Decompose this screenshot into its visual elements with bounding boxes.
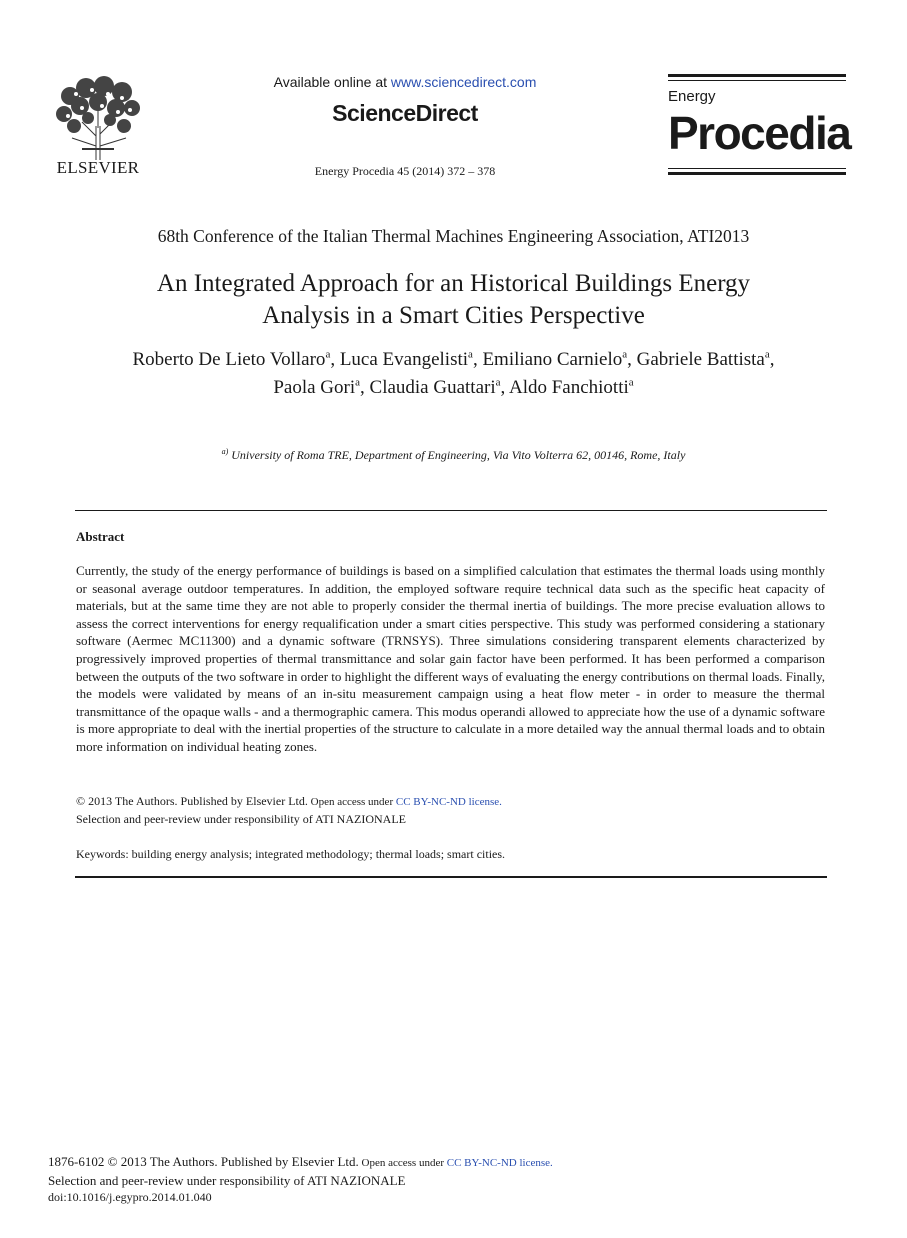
logo-rule-top-thick — [668, 74, 846, 77]
logo-energy-text: Energy — [668, 88, 716, 105]
logo-rule-bottom-thin — [668, 168, 846, 169]
abstract-body: Currently, the study of the energy performance of buildings is based on a simplified calculation that estimates the thermal loads using monthly or seasonal average outdoor temperatures. In addition, the employed software require technical data such as the specific heat capacity of materials, but at the same time they are not able to properly consider the thermal inertia of buildings. The more precise evaluation allows to assess the correct interventions for energy requalification under a smart cities perspective. This study was performed considering a stationary software (Aermec MC11300) and a dynamic software (TRNSYS). Three simulations considering transparent elements characterized by progressively improved properties of thermal transmittance and solar gain factor have been performed. It has been performed a comparison between the outputs of the two software in order to highlight the different ways of evaluating the energy contributions on thermal loads. Finally, the models were validated by means of an in-situ measurement campaign using a heat flow meter - in order to measure the thermal transmittance of the opaque walls - and a thermographic camera. This modus operandi allowed to appreciate how the use of a dynamic software is more appropriate to deal with the inertial properties of the structure to calculate in a more detailed way the annual thermal loads and to obtain more information on individual heating zones. — [76, 563, 825, 754]
author-line-2: Paola Gori$^a$, Claudia Guattari$^a$, Aldo Fanchiotti$^a$ — [273, 376, 634, 398]
author-affiliation-mark: a — [468, 348, 473, 361]
affiliation-text: University of Roma TRE, Department of Engineering, Via Vito Volterra 62, 00146, Rome, Italy — [231, 448, 686, 462]
author-name: Aldo Fanchiotti — [508, 377, 629, 398]
author-affiliation-mark: a — [628, 376, 634, 389]
available-prefix: Available online at — [273, 74, 391, 90]
author-affiliation-mark: a — [764, 348, 770, 361]
logo-rule-top-thin — [668, 80, 846, 81]
author-list — [60, 346, 847, 402]
affiliation — [60, 447, 847, 463]
elsevier-wordmark: ELSEVIER — [56, 158, 140, 177]
elsevier-tree-logo — [52, 76, 144, 160]
sciencedirect-logo: ScienceDirect — [332, 100, 478, 126]
affiliation-mark: a) — [221, 447, 229, 456]
abstract-copyright-block — [76, 793, 825, 828]
author-name: Roberto De Lieto Vollaro — [132, 349, 326, 370]
footer-copyright-line — [48, 1153, 808, 1172]
author-name: Paola Gori — [273, 377, 356, 398]
author-name: Emiliano Carnielo — [482, 349, 623, 370]
author-line-1: Roberto De Lieto Vollaro$^a$, Luca Evangelisti$^a$, Emiliano Carnielo$^a$, Gabriele Battista$^a$, — [132, 348, 775, 370]
copyright-text: © 2013 The Authors. Published by Elsevier Ltd. — [76, 794, 308, 808]
journal-reference: Energy Procedia 45 (2014) 372 – 378 — [314, 164, 496, 178]
paper-title — [60, 268, 847, 332]
author-name: Claudia Guattari — [369, 377, 496, 398]
abstract-heading: Abstract — [76, 529, 125, 544]
open-access-text: Open access under — [307, 796, 396, 808]
footer-issn-copyright: 1876-6102 © 2013 The Authors. Published by Elsevier Ltd. — [48, 1154, 359, 1169]
author-name: Gabriele Battista — [636, 349, 765, 370]
available-online-line — [230, 74, 580, 90]
author-affiliation-mark: a — [355, 376, 361, 389]
footer-open-access: Open access under — [358, 1157, 447, 1169]
energy-procedia-logo — [668, 74, 851, 176]
page-footer — [48, 1153, 808, 1206]
logo-rule-bottom-thick — [668, 172, 846, 175]
author-affiliation-mark: a — [495, 376, 501, 389]
abstract-bottom-rule — [75, 876, 827, 878]
logo-procedia-text: Procedia — [668, 107, 851, 159]
copyright-line — [76, 793, 825, 811]
license-link[interactable]: CC BY-NC-ND license. — [395, 796, 502, 808]
abstract-top-rule — [75, 510, 827, 511]
title-line-2: Analysis in a Smart Cities Perspective — [262, 302, 645, 329]
footer-doi: doi:10.1016/j.egypro.2014.01.040 — [48, 1190, 212, 1204]
author-name: Luca Evangelisti — [339, 349, 469, 370]
peer-review-line: Selection and peer-review under responsibility of ATI NAZIONALE — [76, 812, 406, 826]
keywords: Keywords: building energy analysis; integrated methodology; thermal loads; smart cities. — [76, 847, 506, 861]
sciencedirect-url-link[interactable]: www.sciencedirect.com — [390, 74, 537, 90]
author-affiliation-mark: a — [325, 348, 331, 361]
author-affiliation-mark: a — [622, 348, 628, 361]
footer-license-link[interactable]: CC BY-NC-ND license. — [446, 1157, 553, 1169]
conference-name: 68th Conference of the Italian Thermal Machines Engineering Association, ATI2013 — [157, 226, 750, 246]
title-line-1: An Integrated Approach for an Historical Buildings Energy — [156, 270, 751, 297]
footer-peer-review: Selection and peer-review under responsibility of ATI NAZIONALE — [48, 1173, 406, 1188]
